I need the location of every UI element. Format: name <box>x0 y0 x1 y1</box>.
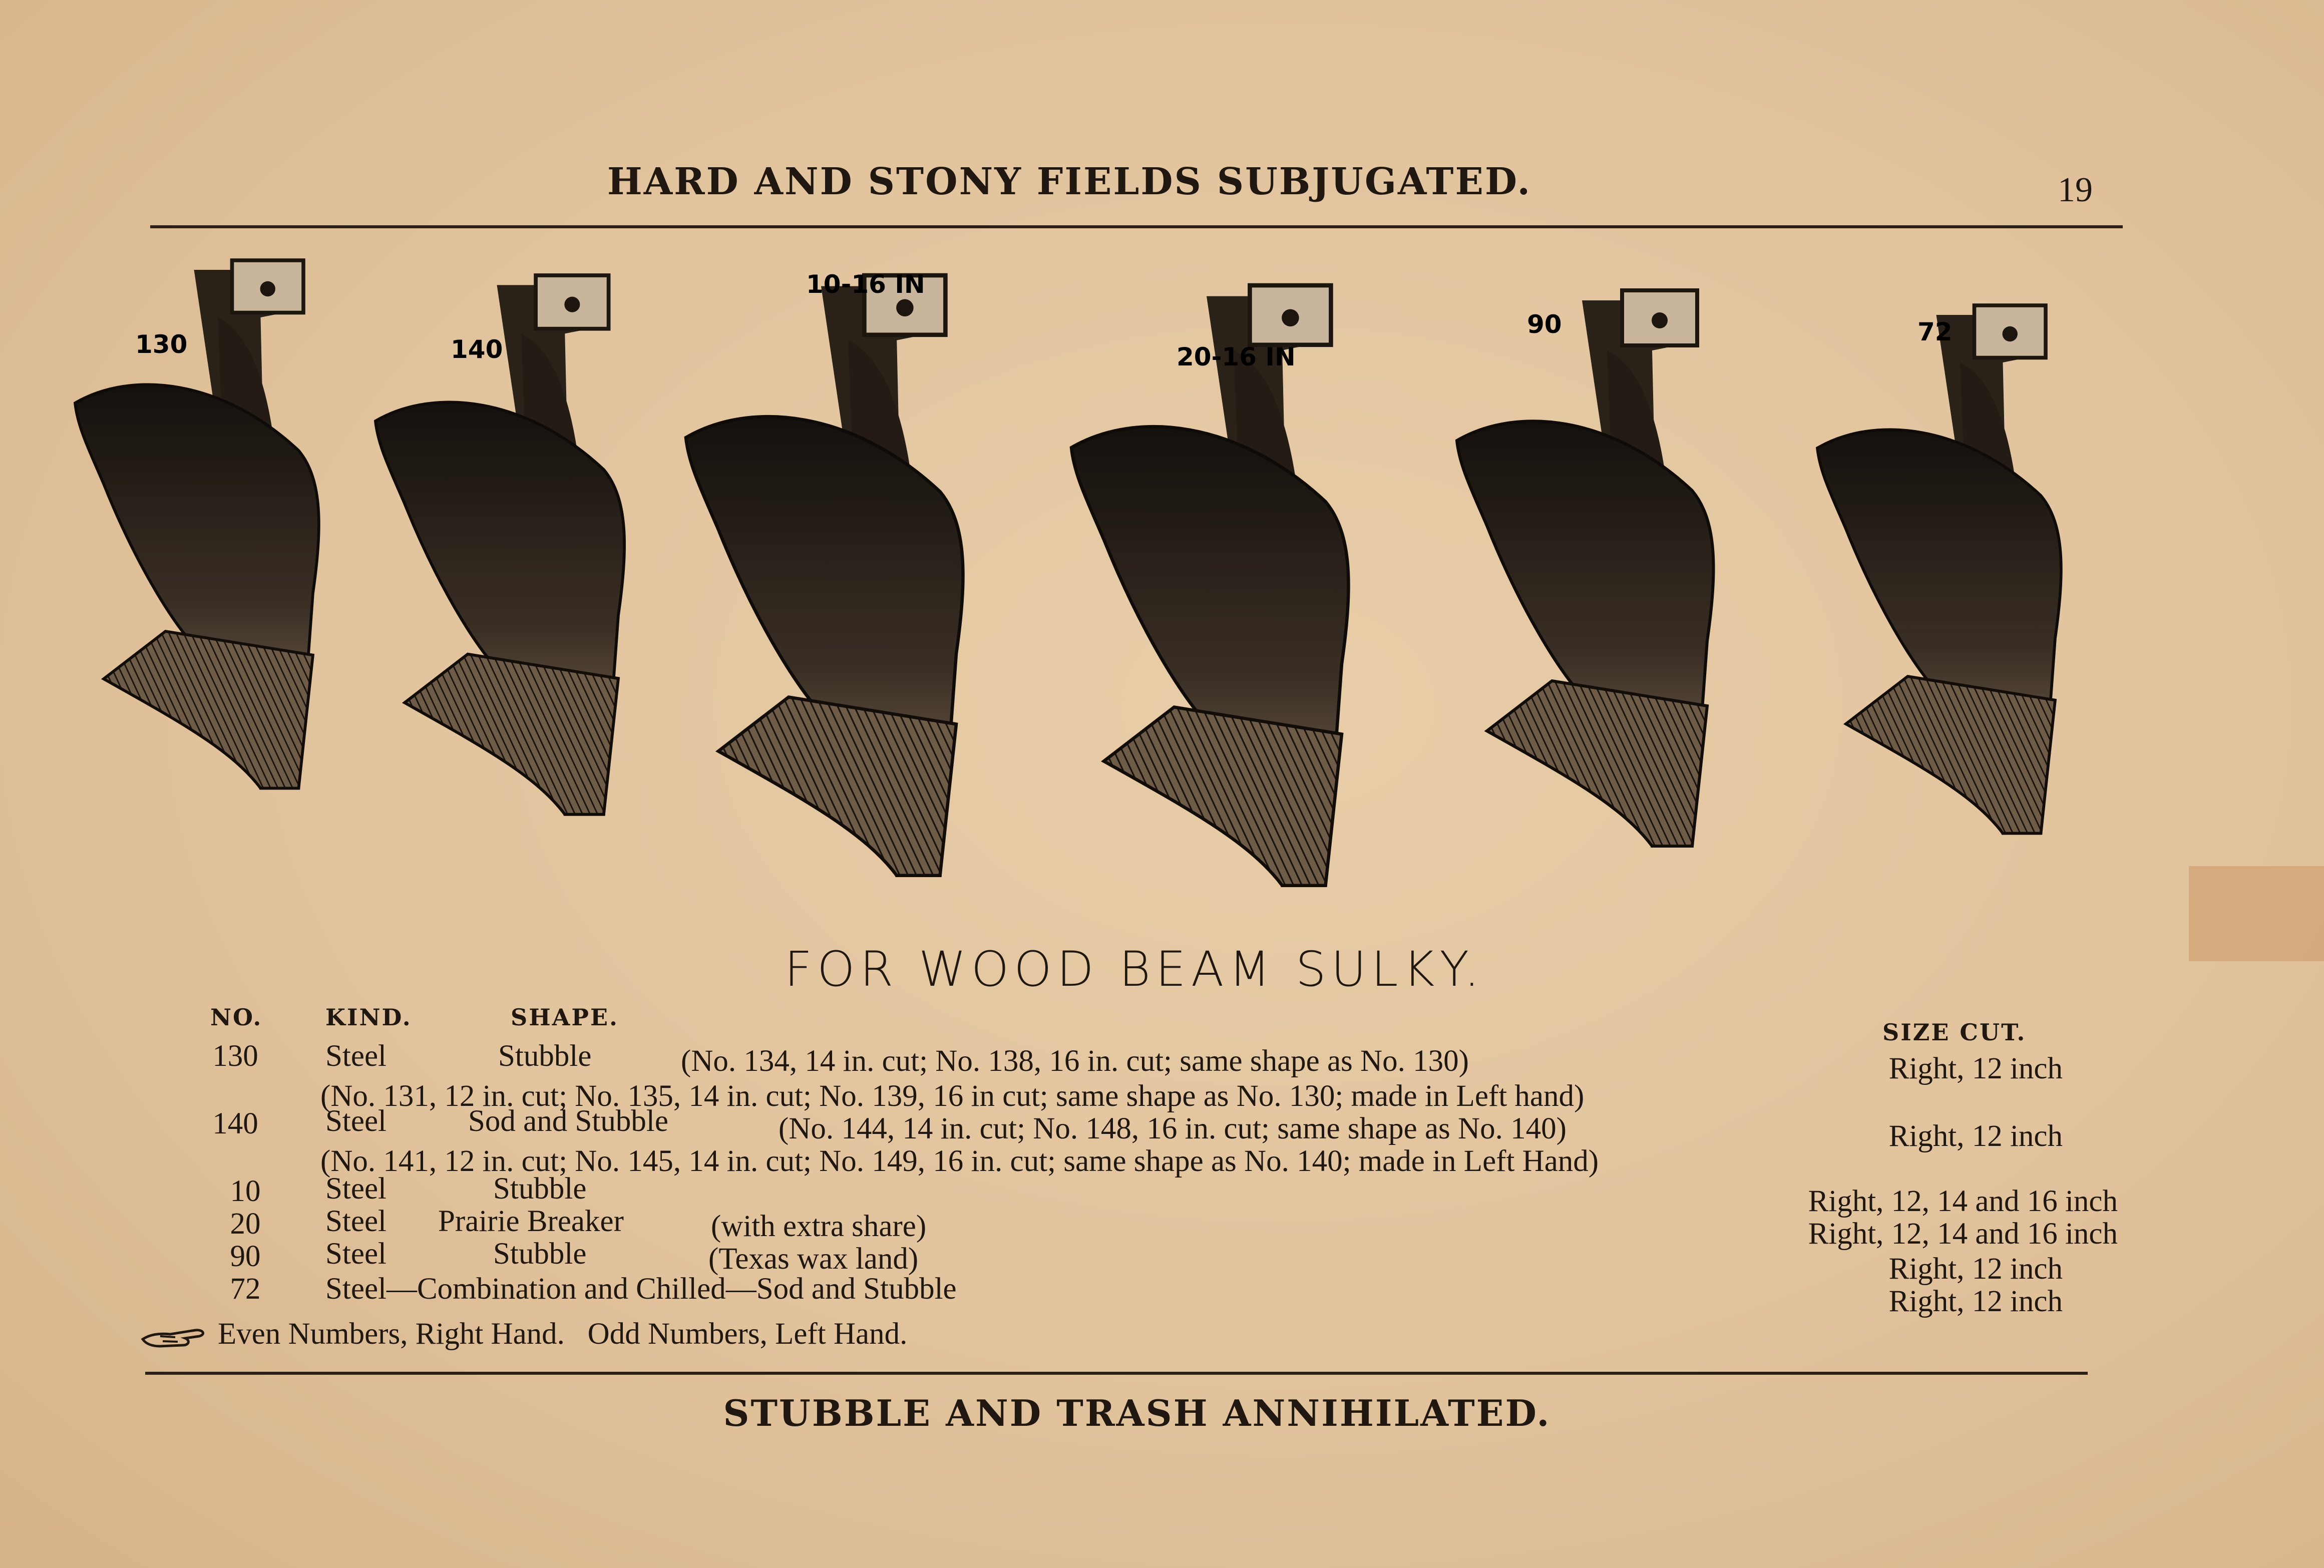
row-10-shape: Stubble <box>493 1172 587 1206</box>
column-header-shape: SHAPE. <box>511 1004 619 1031</box>
page-header-title: HARD AND STONY FIELDS SUBJUGATED. <box>607 160 1532 203</box>
row-10-number: 10 <box>230 1174 261 1208</box>
row-90-shape: Stubble <box>493 1237 587 1271</box>
header-rule <box>150 225 2123 228</box>
page-footer-title: STUBBLE AND TRASH ANNIHILATED. <box>723 1392 1551 1434</box>
section-heading: FOR WOOD BEAM SULKY. <box>784 941 1485 997</box>
row-140-kind: Steel <box>325 1104 386 1138</box>
row-20-number: 20 <box>230 1207 261 1241</box>
row-90-kind: Steel <box>325 1237 386 1271</box>
row-10-size: Right, 12, 14 and 16 inch <box>1808 1185 2118 1218</box>
row-130-number: 130 <box>212 1039 258 1073</box>
row-72-number: 72 <box>230 1272 261 1306</box>
row-90-number: 90 <box>230 1240 261 1273</box>
column-header-kind: KIND. <box>325 1004 412 1031</box>
row-140-number: 140 <box>212 1107 258 1140</box>
plow-130-illustration <box>75 260 319 789</box>
row-130-kind: Steel <box>325 1039 386 1073</box>
plow-illustrations <box>65 245 2218 946</box>
plow-10-16-illustration <box>686 275 963 876</box>
row-130-shape: Stubble <box>498 1039 592 1073</box>
plow-label-20-16: 20-16 IN <box>1177 342 1296 371</box>
row-72-size: Right, 12 inch <box>1888 1285 2063 1318</box>
plow-72-illustration <box>1817 305 2061 834</box>
row-20-shape: Prairie Breaker <box>438 1205 624 1238</box>
plow-label-10-16: 10-16 IN <box>806 270 925 299</box>
column-header-size-cut: SIZE CUT. <box>1882 1019 2027 1046</box>
plow-90-illustration <box>1457 290 1713 846</box>
row-140-shape: Sod and Stubble <box>468 1104 668 1138</box>
plow-label-72: 72 <box>1917 317 1953 346</box>
row-140-sub-note: (No. 141, 12 in. cut; No. 145, 14 in. cut; No. 149, 16 in. cut; same shape as No. 140; made in Left Hand) <box>320 1144 1599 1178</box>
row-20-note: (with extra share) <box>711 1210 927 1243</box>
pointing-hand-icon <box>140 1319 210 1349</box>
row-90-note: (Texas wax land) <box>708 1242 919 1276</box>
column-header-no: NO. <box>210 1004 263 1031</box>
footer-rule <box>145 1372 2088 1375</box>
row-140-note: (No. 144, 14 in. cut; No. 148, 16 in. cut; same shape as No. 140) <box>779 1112 1567 1145</box>
row-130-note: (No. 134, 14 in. cut; No. 138, 16 in. cut; same shape as No. 130) <box>681 1044 1469 1078</box>
row-72-description: Steel—Combination and Chilled—Sod and Stubble <box>325 1272 957 1306</box>
page-edge-tab <box>2189 866 2324 961</box>
row-10-kind: Steel <box>325 1172 386 1206</box>
plow-label-130: 130 <box>135 330 188 359</box>
footnote-text: Even Numbers, Right Hand. Odd Numbers, Left Hand. <box>218 1317 908 1351</box>
row-130-size: Right, 12 inch <box>1888 1052 2063 1085</box>
row-90-size: Right, 12 inch <box>1888 1252 2063 1286</box>
row-140-size: Right, 12 inch <box>1888 1119 2063 1153</box>
page-number: 19 <box>2058 171 2093 209</box>
plow-label-90: 90 <box>1527 310 1562 339</box>
row-20-kind: Steel <box>325 1205 386 1238</box>
row-20-size: Right, 12, 14 and 16 inch <box>1808 1217 2118 1251</box>
plow-20-16-illustration <box>1071 285 1348 886</box>
plow-label-140: 140 <box>451 335 503 364</box>
row-130-sub-note: (No. 131, 12 in. cut; No. 135, 14 in. cut; No. 139, 16 in cut; same shape as No. 130; made in Left hand) <box>320 1079 1585 1113</box>
